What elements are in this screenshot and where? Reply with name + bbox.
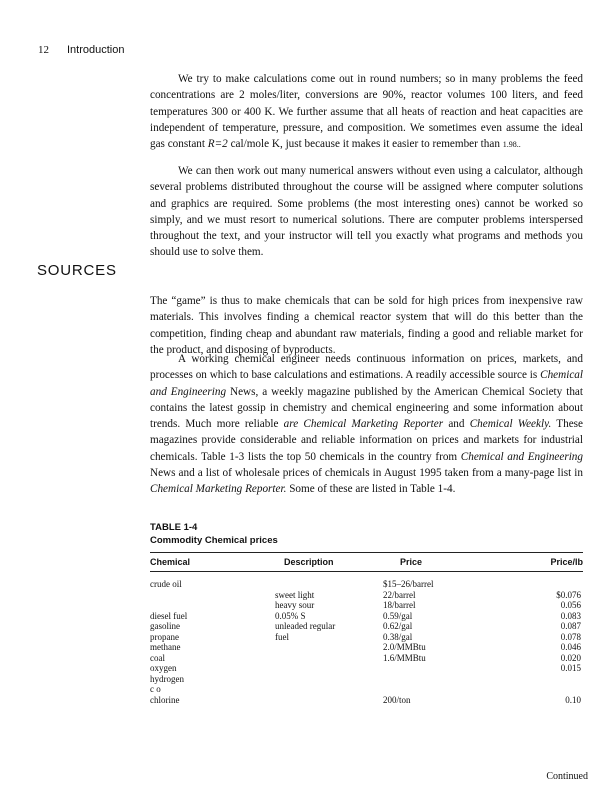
table-row bbox=[150, 611, 583, 622]
text-run: , reactor volumes 100 liters, and feed temperatures 300 or 400 K. We further assume that all heats of reaction and heat capacities are independent of temperature, pressure, and composition. We sometimes even assume the ideal gas constant bbox=[150, 89, 583, 151]
text-run: Some of these are listed in Table bbox=[286, 483, 438, 496]
intro-paragraph-2: We can then work out many numerical answers without even using a calculator, although several problems distributed throughout the course will be assigned where computer solutions and graphics are required. Some problems (the most interesting ones) cannot be worked so simply, and we must resort to numerical solutions. There are computer problems interspersed throughout the text, and your instructor will tell you exactly what programs and methods you should use to solve them. bbox=[150, 165, 583, 259]
table-row bbox=[150, 632, 583, 643]
sources-paragraph-2 bbox=[150, 351, 583, 498]
table-row bbox=[150, 590, 583, 601]
table-row bbox=[150, 684, 583, 695]
table-row bbox=[150, 642, 583, 653]
cell-price: 2.0/MMBtu bbox=[383, 642, 426, 652]
page-number: 12 bbox=[38, 44, 49, 56]
text-run: News and a list of wholesale prices of chemicals in August 1995 taken from a many-page list in bbox=[150, 467, 583, 480]
cell-chemical: diesel fuel bbox=[150, 610, 188, 621]
cell-price: 22/barrel bbox=[383, 589, 416, 600]
column-header-price-per-lb: Price/lb bbox=[550, 557, 583, 567]
running-title: Introduction bbox=[67, 44, 125, 56]
publication-title: are Chemical Marketing Reporter bbox=[283, 418, 444, 431]
text-run: These magazines provide considerable and reliable information on prices and markets for industrial chemicals. Table 1-3 lists the top 50 chemicals in the country from bbox=[150, 418, 583, 463]
cell-description: sweet light bbox=[275, 589, 315, 600]
table-row bbox=[150, 621, 583, 632]
cell-chemical: c o bbox=[150, 684, 161, 694]
table-number: TABLE 1-4 bbox=[150, 522, 198, 533]
cell-chemical: coal bbox=[150, 652, 165, 663]
table-top-rule bbox=[150, 552, 583, 553]
text-run: and bbox=[443, 418, 470, 431]
cell-price: $15–26/barrel bbox=[383, 579, 434, 589]
cell-price: 18/barrel bbox=[383, 600, 416, 610]
continued-note: Continued bbox=[546, 771, 588, 782]
table-caption: Commodity Chemical prices bbox=[150, 535, 278, 546]
text-run: cal/mole K, just because it makes it easier to remember than bbox=[227, 138, 503, 151]
cell-chemical: methane bbox=[150, 642, 181, 652]
cell-price-per-lb: 0.10 bbox=[565, 694, 581, 705]
cell-description: 0.05% S bbox=[275, 610, 306, 621]
section-heading-sources: SOURCES bbox=[37, 262, 117, 279]
table-row bbox=[150, 695, 583, 706]
cell-price-per-lb: 0.015 bbox=[560, 663, 581, 673]
table-row bbox=[150, 674, 583, 685]
gas-constant-symbol: R=2 bbox=[207, 138, 228, 151]
cell-price: 0.62/gal bbox=[383, 621, 413, 631]
cell-description: heavy sour bbox=[275, 600, 315, 610]
cell-price-per-lb: 0.087 bbox=[560, 621, 581, 631]
cell-chemical: crude oil bbox=[150, 579, 182, 589]
cell-chemical: hydrogen bbox=[150, 673, 184, 684]
publication-title: Chemical Weekly. bbox=[469, 418, 552, 431]
text-run: 1.98.. bbox=[502, 140, 521, 150]
cell-chemical: gasoline bbox=[150, 621, 180, 631]
intro-paragraph-1 bbox=[150, 71, 583, 153]
text-run: 90% bbox=[382, 89, 404, 102]
cell-price-per-lb: 0.078 bbox=[560, 631, 581, 642]
cell-chemical: chlorine bbox=[150, 694, 180, 705]
table-body bbox=[150, 579, 583, 705]
column-header-chemical: Chemical bbox=[150, 557, 191, 567]
table-row bbox=[150, 653, 583, 664]
cell-chemical: propane bbox=[150, 631, 179, 642]
table-row bbox=[150, 600, 583, 611]
column-header-description: Description bbox=[284, 557, 334, 567]
cell-price: 0.59/gal bbox=[383, 610, 413, 621]
cell-description: unleaded regular bbox=[275, 621, 336, 631]
cell-price-per-lb: 0.083 bbox=[560, 610, 581, 621]
cell-price-per-lb: 0.046 bbox=[560, 642, 581, 652]
table-row bbox=[150, 663, 583, 674]
sources-paragraph-1: The “game” is thus to make chemicals that can be sold for high prices from inexpensive raw materials. This involves finding a chemical reactor system that will do this better than the competition, finding cheap and abundant raw materials, finding a good and reliable market for the product, and disposing of byproducts. bbox=[150, 295, 583, 356]
page-header bbox=[38, 44, 124, 56]
column-header-price: Price bbox=[400, 557, 423, 567]
cell-price: 0.38/gal bbox=[383, 631, 413, 642]
cell-description: fuel bbox=[275, 631, 289, 642]
table-row bbox=[150, 579, 583, 590]
publication-title: Chemical and Engineering bbox=[150, 369, 583, 398]
cell-price-per-lb: $0.076 bbox=[556, 589, 581, 600]
text-run: News, a weekly magazine published by the American Chemical Society that contains the latest gossip in chemistry and chemical engineering and some information about trends. Much more reliable bbox=[150, 385, 583, 431]
text-run: A working chemical engineer needs continuous information on prices, markets, and processes on which to base calculations and estimations. A readily accessible source is bbox=[150, 353, 583, 382]
cell-chemical: oxygen bbox=[150, 663, 177, 673]
table-reference: 1-4. bbox=[437, 483, 456, 496]
cell-price: 200/ton bbox=[383, 694, 411, 705]
publication-title: Chemical and Engineering bbox=[460, 450, 583, 463]
cell-price-per-lb: 0.020 bbox=[560, 652, 581, 663]
cell-price: 1.6/MMBtu bbox=[383, 652, 426, 663]
text-run: We try to make calculations come out in round numbers; so in many problems the feed concentrations are 2 moles/liter, conversions are bbox=[150, 73, 583, 102]
table-header-rule bbox=[150, 571, 583, 572]
cell-price-per-lb: 0.056 bbox=[560, 600, 581, 610]
table-label bbox=[150, 521, 278, 547]
publication-title: Chemical Marketing Reporter. bbox=[150, 483, 287, 496]
